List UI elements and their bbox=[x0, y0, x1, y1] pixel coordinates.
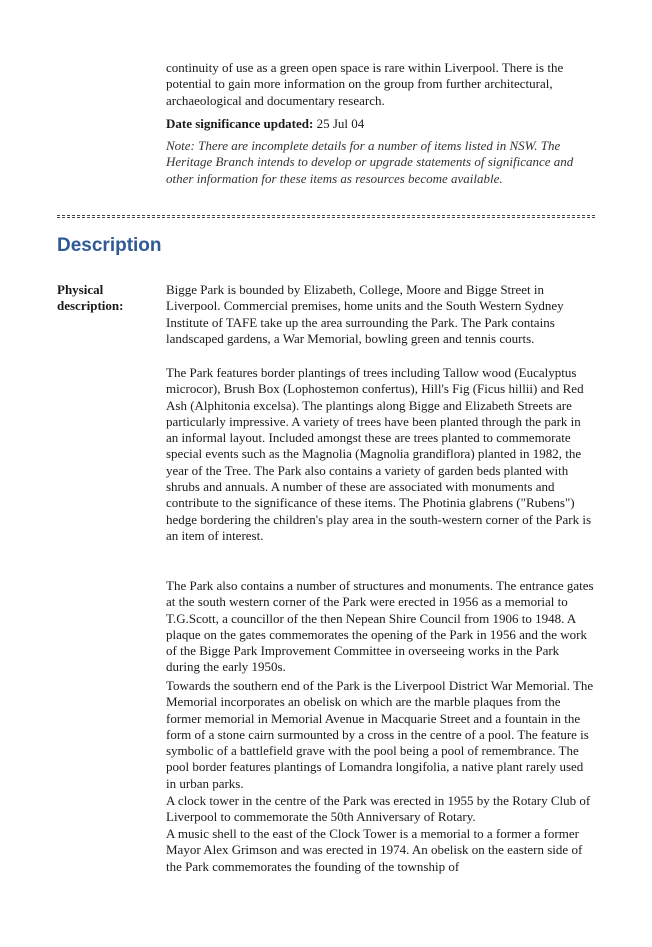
description-paragraph: The Park features border plantings of trees including Tallow wood (Eucalyptus microcor), Brush Box (Lophostemon confertus), Hill's Fig (Ficus hillii) and Red Ash (Alphitonia excelsa). The plantings along Bigge and Elizabeth Streets are particularly impressive. A variety of trees have been planted through the park in an informal layout. Included amongst these are trees planted to commemorate special events such as the Magnolia (Magnolia grandiflora) planted in 1982, the year of the Tree. The Park also contains a variety of garden beds planted with shrubs and annuals. A number of these are associated with monuments and contribute to the significance of these items. The Photinia glabrens ("Rubens") hedge bordering the children's play area in the south-western corner of the Park is an item of interest. bbox=[166, 365, 592, 543]
description-paragraph: Bigge Park is bounded by Elizabeth, College, Moore and Bigge Street in Liverpool. Commercial premises, home units and the South Western Sydney Institute of TAFE take up the area surrounding the Park. The Park contains landscaped gardens, a War Memorial, bowling green and tennis courts. bbox=[166, 282, 564, 346]
description-paragraph: Towards the southern end of the Park is the Liverpool District War Memorial. The Memorial incorporates an obelisk on which are the marble plaques from the former memorial in Memorial Avenue in Macquarie Street and a fountain in the form of a stone cairn surmounted by a cross in the centre of a pool. The feature is symbolic of a battlefield grave with the pool being a pool of remembrance. The pool border features plantings of Lomandra longifolia, a native plant rarely used in urban parks. bbox=[166, 678, 594, 791]
description-paragraph: A music shell to the east of the Clock Tower is a memorial to a former a former Mayor Alex Grimson and was erected in 1974. An obelisk on the eastern side of the Park commemorates the founding of the township of bbox=[166, 826, 583, 874]
date-significance-value: 25 Jul 04 bbox=[316, 116, 365, 131]
physical-description-label: Physical description: bbox=[57, 282, 124, 314]
description-paragraph: The Park also contains a number of structures and monuments. The entrance gates at the south western corner of the Park were erected in 1956 as a memorial to T.G.Scott, a councillor of the then Nepean Shire Council from 1906 to 1948. A plaque on the gates commemorates the opening of the Park in 1956 and the work of the Bigge Park Improvement Committee in overseeing works in the Park during the early 1950s. bbox=[166, 578, 594, 675]
section-heading: Description bbox=[57, 235, 162, 256]
date-significance-label: Date significance updated: bbox=[166, 116, 314, 131]
intro-paragraph: continuity of use as a green open space is rare within Liverpool. There is the potential to gain more information on the group from further architectural, archaeological and documentary research. bbox=[166, 60, 564, 108]
section-divider bbox=[57, 215, 595, 218]
heritage-note: Note: There are incomplete details for a number of items listed in NSW. The Heritage Branch intends to develop or upgrade statements of significance and other information for these items as resources become available. bbox=[166, 138, 574, 186]
description-paragraph: A clock tower in the centre of the Park was erected in 1955 by the Rotary Club of Liverpool to commemorate the 50th Anniversary of Rotary. bbox=[166, 793, 591, 825]
date-significance-line bbox=[166, 116, 596, 132]
